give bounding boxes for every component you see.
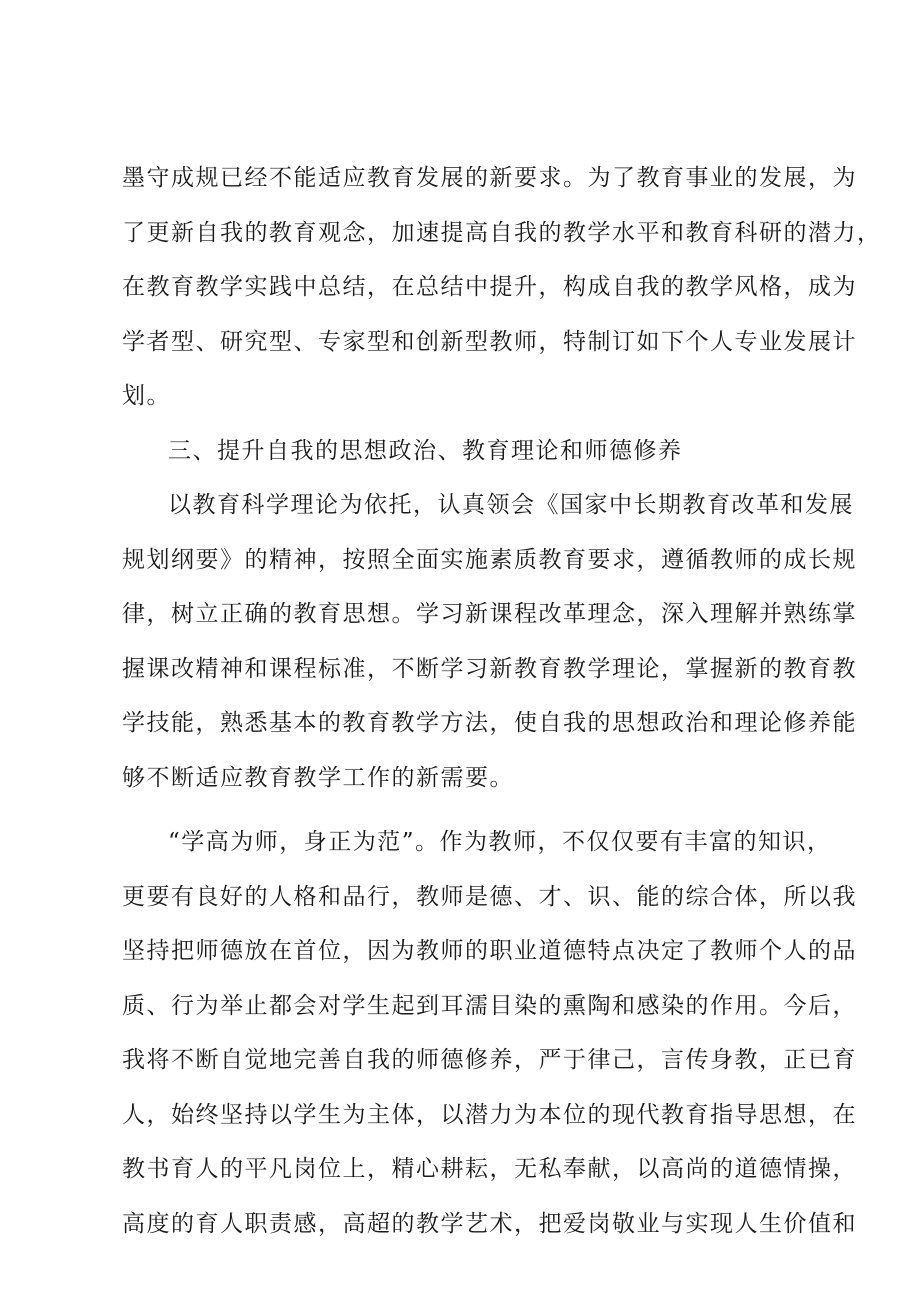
text-line: 墨守成规已经不能适应教育发展的新要求。为了教育事业的发展，为 [122, 165, 857, 191]
text-line: 规划纲要》的精神，按照全面实施素质教育要求，遵循教师的成长规 [122, 546, 857, 573]
text-line: 了更新自我的教育观念，加速提高自我的教学水平和教育科研的潜力， [122, 219, 882, 246]
text-line: 够不断适应教育教学工作的新需要。 [122, 764, 514, 791]
text-line: 划。 [122, 383, 171, 409]
text-line: 坚持把师德放在首位，因为教师的职业道德特点决定了教师个人的品 [122, 938, 857, 964]
paragraph-intro [122, 156, 882, 418]
text-line: 更要有良好的人格和品行，教师是德、才、识、能的综合体，所以我 [122, 883, 857, 910]
text-line: 在教育教学实践中总结，在总结中提升，构成自我的教学风格，成为 [122, 274, 857, 300]
text-line: 人，始终坚持以学生为主体，以潜力为本位的现代教育指导思想，在 [122, 1101, 857, 1128]
paragraph-gap [122, 810, 822, 820]
text-line: 以教育科学理论为依托，认真领会《国家中长期教育改革和发展 [168, 492, 854, 518]
paragraph-theory [122, 483, 857, 800]
text-line: 教书育人的平凡岗位上，精心耕耘，无私奉献，以高尚的道德情操， [122, 1156, 857, 1182]
section-heading [122, 429, 822, 473]
text-line: “学高为师，身正为范”。作为教师，不仅仅要有丰富的知识， [168, 829, 832, 855]
text-line: 学者型、研究型、专家型和创新型教师，特制订如下个人专业发展计 [122, 328, 857, 355]
text-line: 我将不断自觉地完善自我的师德修养，严于律己，言传身教，正已育 [122, 1047, 857, 1073]
text-line: 学技能，熟悉基本的教育教学方法，使自我的思想政治和理论修养能 [122, 710, 857, 736]
text-line: 质、行为举止都会对学生起到耳濡目染的熏陶和感染的作用。今后， [122, 992, 857, 1019]
paragraph-ethics [122, 820, 857, 1246]
text-line: 高度的育人职责感，高超的教学艺术，把爱岗敬业与实现人生价值和 [122, 1210, 857, 1237]
text-line: 握课改精神和课程标准，不断学习新教育教学理论，掌握新的教育教 [122, 655, 857, 682]
text-line: 律，树立正确的教育思想。学习新课程改革理念，深入理解并熟练掌 [122, 601, 857, 627]
document-body [122, 156, 882, 1256]
heading-line: 三、提升自我的思想政治、教育理论和师德修养 [168, 437, 683, 464]
